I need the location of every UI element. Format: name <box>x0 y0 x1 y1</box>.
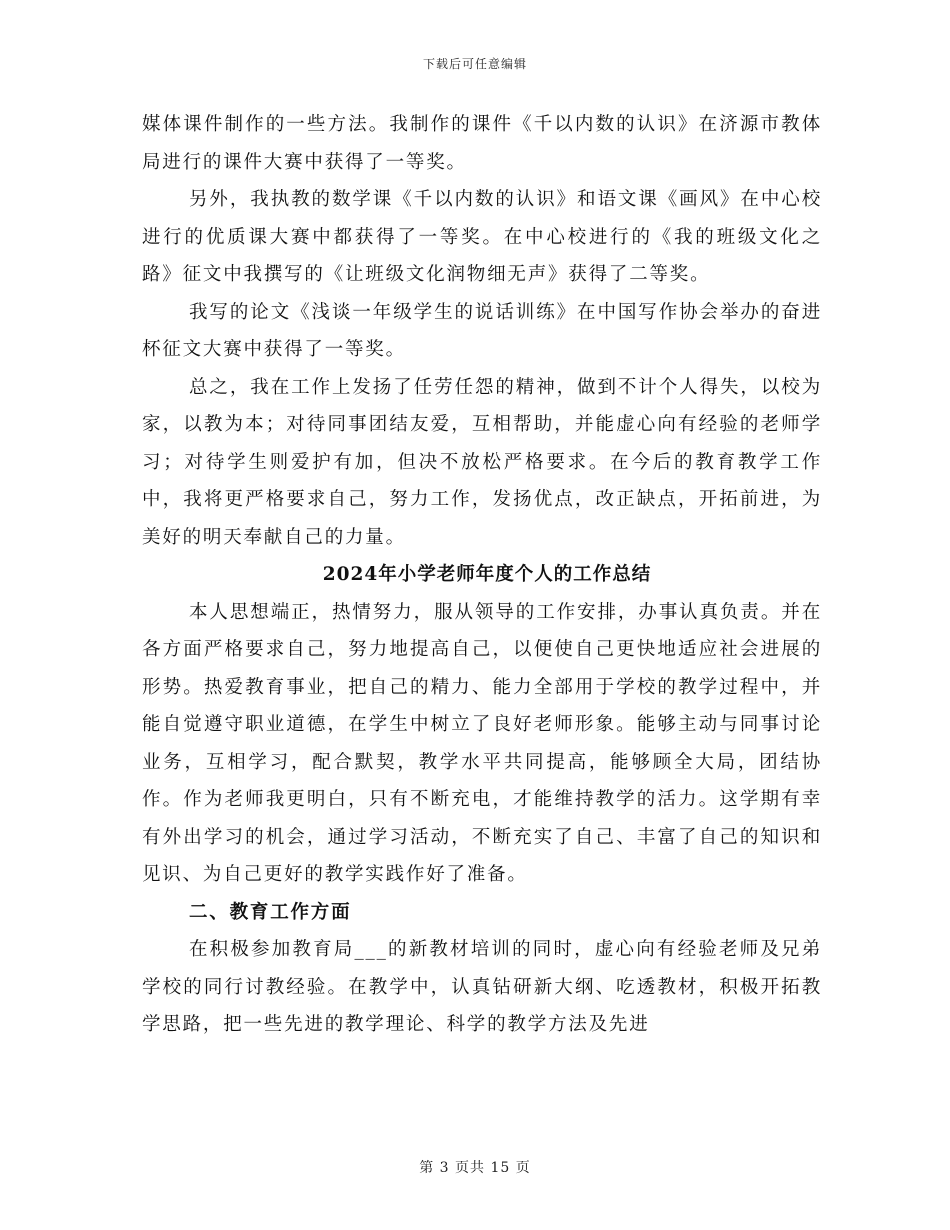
paragraph-courseware-award: 媒体课件制作的一些方法。我制作的课件《千以内数的认识》在济源市教体局进行的课件大赛中获得了一等奖。 <box>142 114 822 173</box>
paragraph-essay-award: 我写的论文《浅谈一年级学生的说话训练》在中国写作协会举办的奋进杯征文大赛中获得了一等奖。 <box>142 301 822 360</box>
paragraph-conclusion: 总之，我在工作上发扬了任劳任怨的精神，做到不计个人得失，以校为家，以教为本；对待同事团结友爱，互相帮助，并能虚心向有经验的老师学习；对待学生则爱护有加，但决不放松严格要求。在今后的教育教学工作中，我将更严格要求自己，努力工作，发扬优点，改正缺点，开拓前进，为美好的明天奉献自己的力量。 <box>142 376 822 548</box>
paragraph-education-work: 在积极参加教育局___的新教材培训的同时，虚心向有经验老师及兄弟学校的同行讨教经验。在教学中，认真钻研新大纲、吃透教材，积极开拓教学思路，把一些先进的教学理论、科学的教学方法及先进 <box>142 939 822 1035</box>
document-body <box>142 106 822 1044</box>
section-title: 2024年小学老师年度个人的工作总结 <box>322 564 652 585</box>
paragraph-self-assessment: 本人思想端正，热情努力，服从领导的工作安排，办事认真负责。并在各方面严格要求自己，努力地提高自己，以便使自己更快地适应社会进展的形势。热爱教育事业，把自己的精力、能力全部用于学校的教学过程中，并能自觉遵守职业道德，在学生中树立了良好老师形象。能够主动与同事讨论业务，互相学习，配合默契，教学水平共同提高，能够顾全大局，团结协作。作为老师我更明白，只有不断充电，才能维持教学的活力。这学期有幸有外出学习的机会，通过学习活动，不断充实了自己、丰富了自己的知识和见识、为自己更好的教学实践作好了准备。 <box>142 601 822 885</box>
page-footer: 第 3 页共 15 页 <box>419 1160 531 1176</box>
page-header: 下载后可任意编辑 <box>422 57 527 71</box>
section-heading-education-work: 二、教育工作方面 <box>189 901 352 923</box>
paragraph-quality-lesson-award: 另外，我执教的数学课《千以内数的认识》和语文课《画风》在中心校进行的优质课大赛中都获得了一等奖。在中心校进行的《我的班级文化之路》征文中我撰写的《让班级文化润物细无声》获得了二等奖。 <box>142 189 822 285</box>
